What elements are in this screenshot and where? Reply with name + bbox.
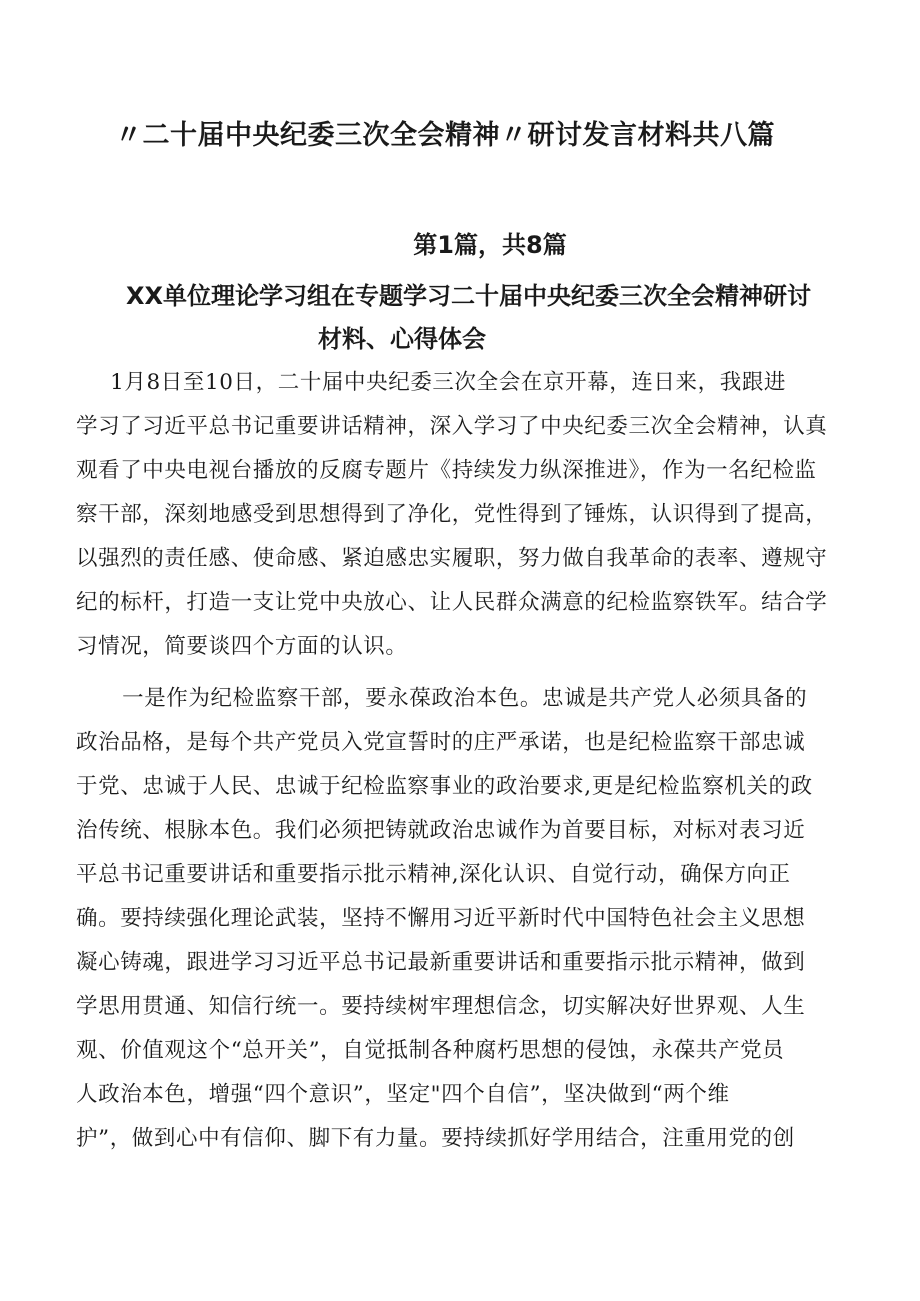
body-text-line: 确。要持续强化理论武装，坚持不懈用习近平新时代中国特色社会主义思想 <box>76 906 806 931</box>
part-heading: 第1篇，共8篇 <box>413 231 567 259</box>
article-title-line-1: XX单位理论学习组在专题学习二十届中央纪委三次全会精神研讨 <box>126 282 812 310</box>
body-text-line: 学习了习近平总书记重要讲话精神，深入学习了中央纪委三次全会精神，认真 <box>76 414 828 439</box>
body-text-line: 政治品格，是每个共产党员入党宣誓时的庄严承诺，也是纪检监察干部忠诚 <box>76 730 806 755</box>
body-text-line: 习情况，简要谈四个方面的认识。 <box>76 634 408 659</box>
body-text-line: 护”，做到心中有信仰、脚下有力量。要持续抓好学用结合，注重用党的创 <box>76 1126 795 1151</box>
body-text-line: 人政治本色，增强“四个意识”，坚定"四个自信”，坚决做到“两个维 <box>76 1082 730 1107</box>
body-text-line: 治传统、根脉本色。我们必须把铸就政治忠诚作为首要目标，对标对表习近 <box>76 818 806 843</box>
body-text-line: 凝心铸魂，跟进学习习近平总书记最新重要讲话和重要指示批示精神，做到 <box>76 950 806 975</box>
body-text-line: 于党、忠诚于人民、忠诚于纪检监察事业的政治要求,更是纪检监察机关的政 <box>76 774 813 799</box>
body-text-line: 以强烈的责任感、使命感、紧迫感忠实履职，努力做自我革命的表率、遵规守 <box>76 546 828 571</box>
body-text-line: 一是作为纪检监察干部，要永葆政治本色。忠诚是共产党人必须具备的 <box>100 686 808 711</box>
body-text-line: 察干部，深刻地感受到思想得到了净化，党性得到了锤炼，认识得到了提高， <box>76 502 828 527</box>
document-title: 〃二十届中央纪委三次全会精神〃研讨发言材料共八篇 <box>115 120 775 151</box>
body-text-line: 1月8日至10日，二十届中央纪委三次全会在京开幕，连日来，我跟进 <box>88 370 787 395</box>
body-text-line: 平总书记重要讲话和重要指示批示精神,深化认识、自觉行动，确保方向正 <box>76 862 791 887</box>
body-text-line: 学思用贯通、知信行统一。要持续树牢理想信念，切实解决好世界观、人生 <box>76 994 806 1019</box>
body-text-line: 纪的标杆，打造一支让党中央放心、让人民群众满意的纪检监察铁军。结合学 <box>76 590 828 615</box>
article-title-line-2: 材料、心得体会 <box>318 325 486 353</box>
body-text-line: 观、价值观这个“总开关”，自觉抵制各种腐朽思想的侵蚀，永葆共产党员 <box>76 1038 785 1063</box>
body-text-line: 观看了中央电视台播放的反腐专题片《持续发力纵深推进》，作为一名纪检监 <box>76 458 817 483</box>
